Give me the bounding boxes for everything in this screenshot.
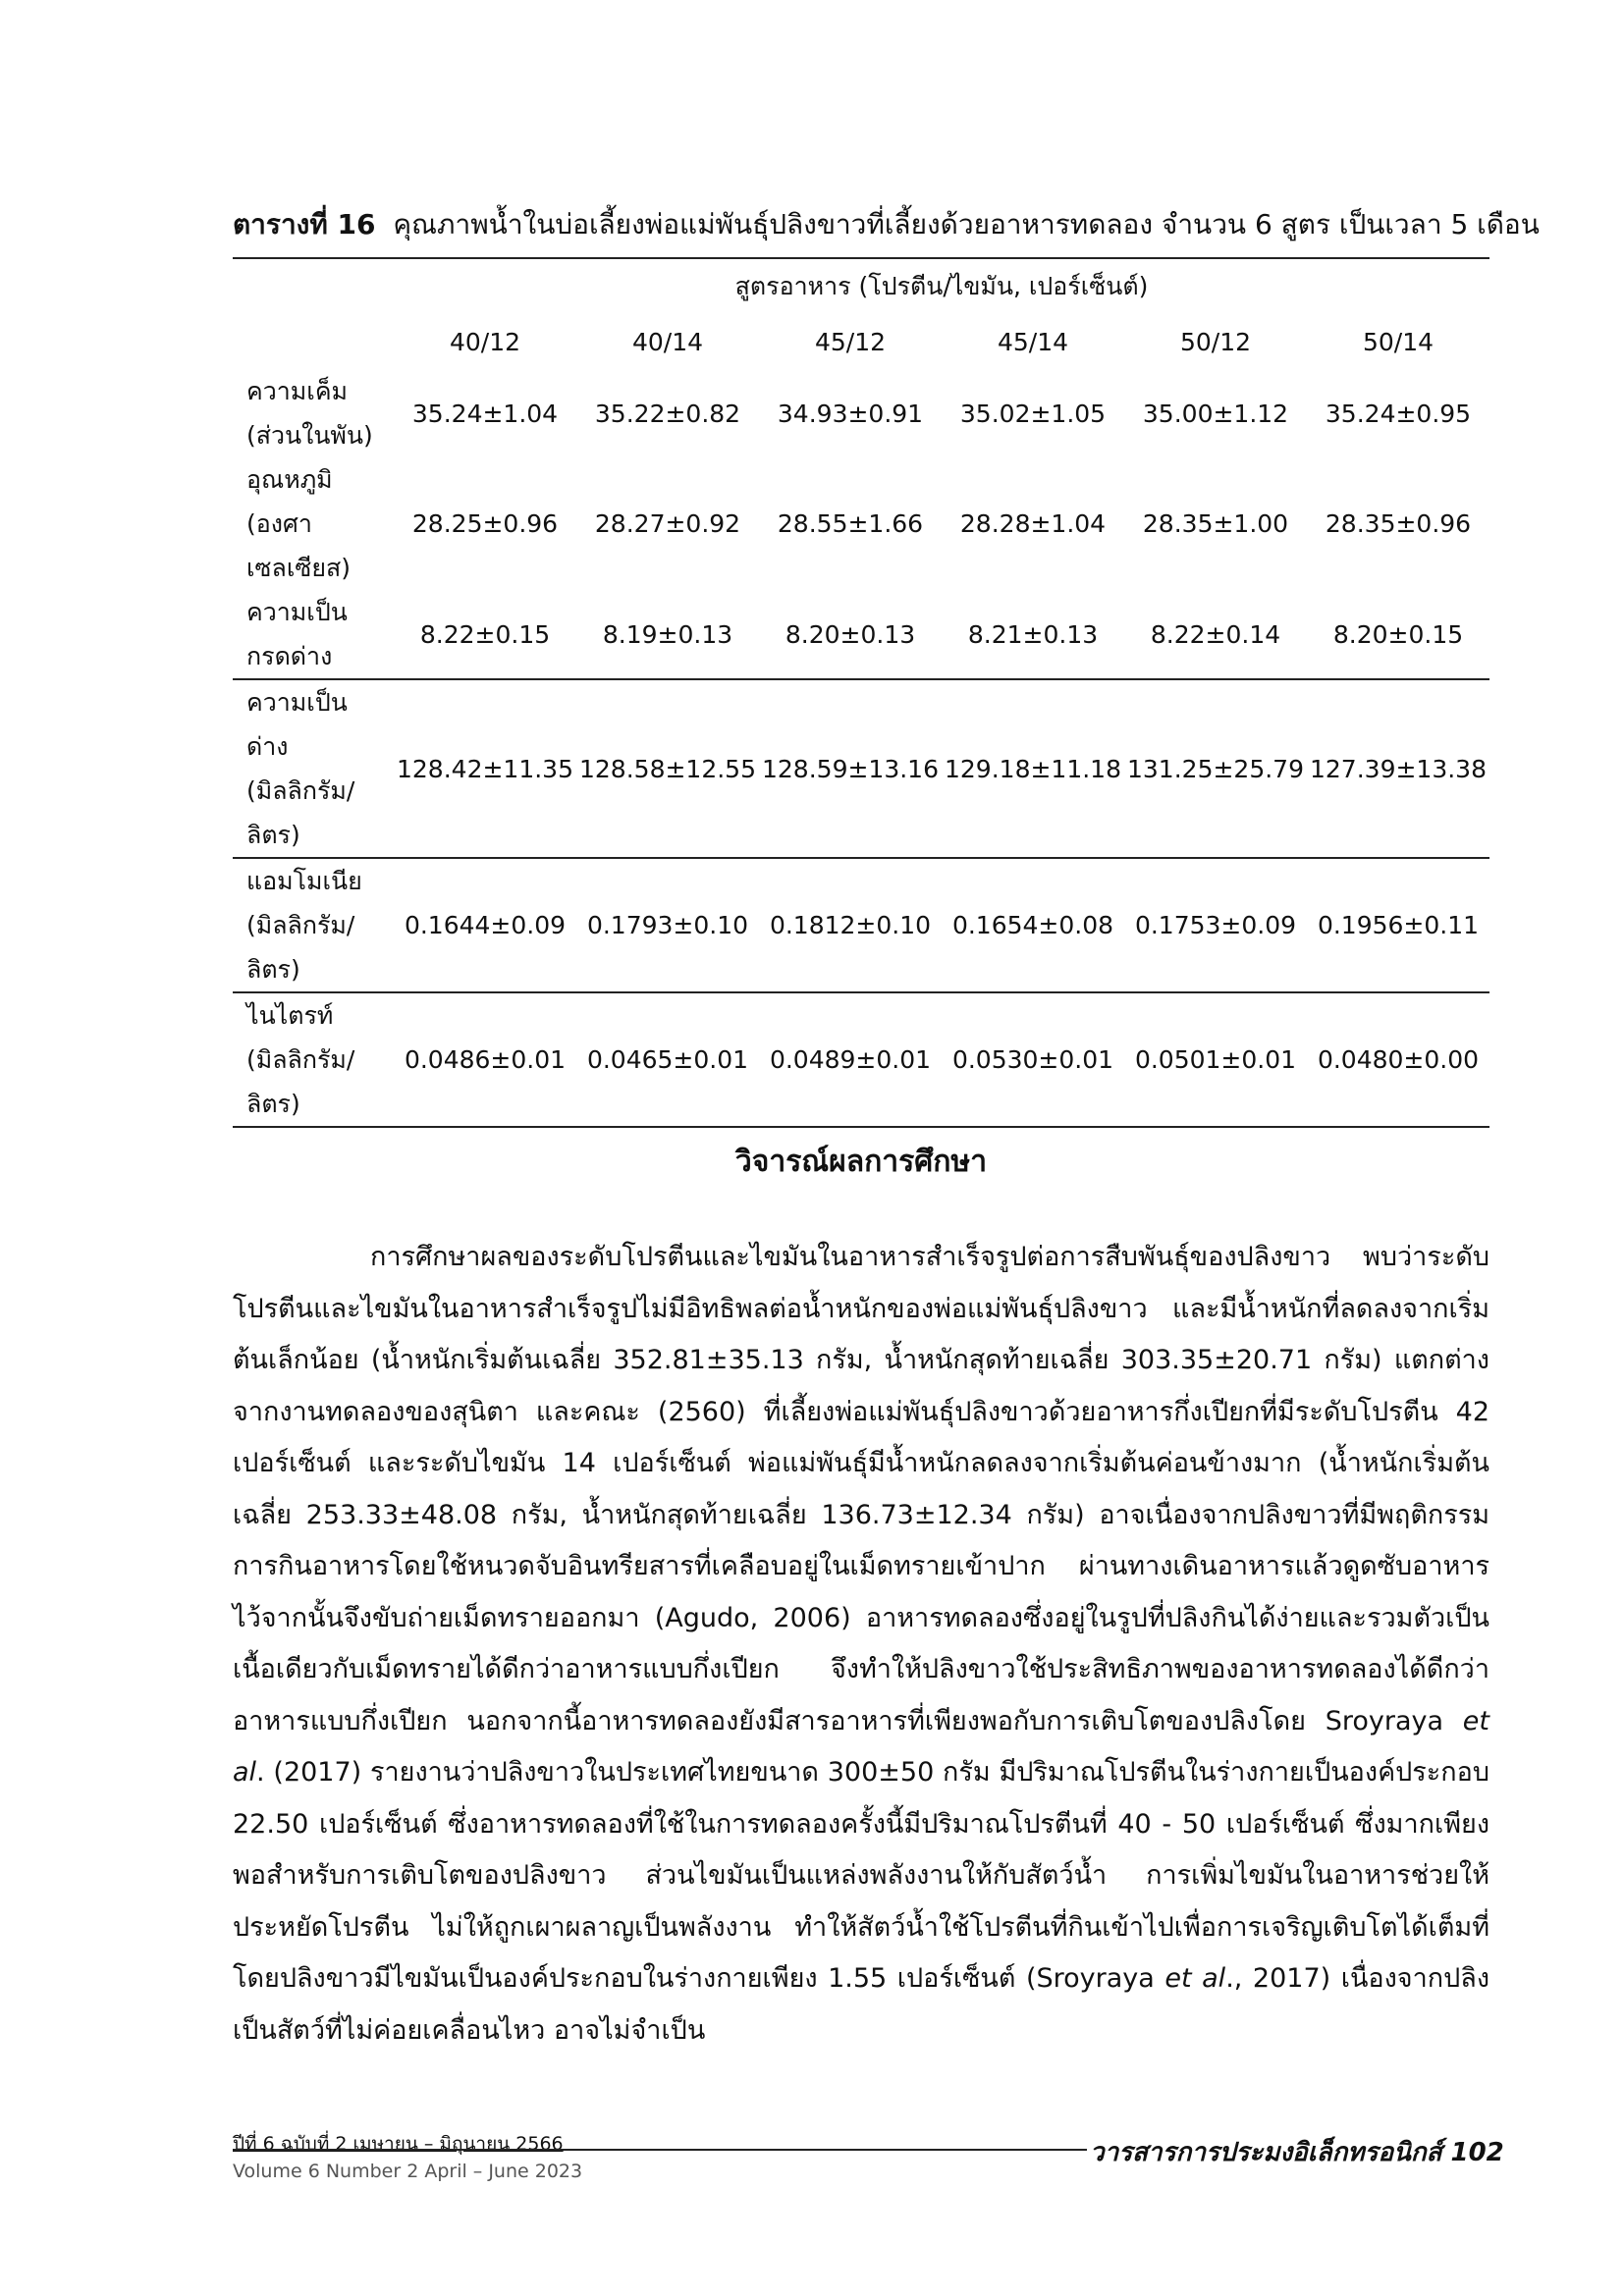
row-label bbox=[233, 858, 394, 992]
table-cell: 28.55±1.66 bbox=[777, 509, 924, 538]
table-cell: 0.1654±0.08 bbox=[942, 858, 1124, 992]
group-header: สูตรอาหาร (โปรตีน/ไขมัน, เปอร์เซ็นต์) bbox=[734, 272, 1149, 300]
table-cell: 8.22±0.14 bbox=[1150, 619, 1281, 649]
table-row bbox=[233, 992, 1489, 1127]
footer-divider bbox=[233, 2149, 1087, 2151]
table-cell: 0.1793±0.10 bbox=[576, 858, 759, 992]
table-cell: 35.00±1.12 bbox=[1142, 399, 1289, 428]
table-cell: 8.19±0.13 bbox=[602, 619, 733, 649]
table-cell: 128.58±12.55 bbox=[576, 679, 759, 858]
row-label bbox=[233, 992, 394, 1127]
row-label-line: ความเป็น bbox=[246, 688, 348, 717]
row-label-line: ไนไตรท์ bbox=[246, 1001, 334, 1030]
row-label-line: (มิลลิกรัม/ bbox=[246, 776, 355, 805]
table-cell: 127.39±13.38 bbox=[1307, 679, 1489, 858]
row-label-line: (มิลลิกรัม/ bbox=[246, 911, 355, 939]
table-cell: 35.22±0.82 bbox=[594, 399, 741, 428]
table-cell: 0.1644±0.09 bbox=[394, 858, 576, 992]
table-cell: 34.93±0.91 bbox=[777, 399, 924, 428]
table-row bbox=[233, 858, 1489, 992]
table-caption-text: คุณภาพน้ำในบ่อเลี้ยงพ่อแม่พันธุ์ปลิงขาวที่เลี้ยงด้วยอาหารทดลอง จำนวน 6 สูตร เป็นเวลา 5 เดือน bbox=[393, 208, 1540, 240]
row-label-line: อุณหภูมิ bbox=[246, 465, 333, 494]
table-cell: 35.24±0.95 bbox=[1325, 399, 1472, 428]
table-row bbox=[233, 369, 1489, 457]
table-cell: 0.1956±0.11 bbox=[1307, 858, 1489, 992]
row-label bbox=[233, 457, 394, 590]
row-label bbox=[233, 590, 394, 679]
table-cell: 35.02±1.05 bbox=[959, 399, 1107, 428]
table-cell: 8.20±0.15 bbox=[1332, 619, 1464, 649]
column-header: 40/14 bbox=[631, 327, 704, 356]
table-cell: 0.1812±0.10 bbox=[759, 858, 942, 992]
table-caption-label: ตารางที่ 16 bbox=[233, 208, 376, 240]
row-label-line: ลิตร) bbox=[246, 1090, 300, 1118]
footer-volume-english: Volume 6 Number 2 April – June 2023 bbox=[233, 2161, 583, 2182]
table-cell: 28.27±0.92 bbox=[594, 509, 741, 538]
table-row bbox=[233, 457, 1489, 590]
row-label bbox=[233, 679, 394, 858]
table-cell: 0.0530±0.01 bbox=[942, 992, 1124, 1127]
row-label-line: กรดด่าง bbox=[246, 642, 333, 670]
footer-volume bbox=[233, 2130, 582, 2185]
column-header: 50/12 bbox=[1179, 327, 1252, 356]
row-label-line: เซลเซียส) bbox=[246, 554, 352, 582]
column-header: 45/14 bbox=[997, 327, 1069, 356]
table-cell: 8.22±0.15 bbox=[419, 619, 551, 649]
row-label-line: ความเค็ม bbox=[246, 377, 349, 405]
column-header: 40/12 bbox=[449, 327, 521, 356]
table-cell: 0.0486±0.01 bbox=[394, 992, 576, 1127]
section-title: วิจารณ์ผลการศึกษา bbox=[734, 1145, 988, 1179]
table-row bbox=[233, 679, 1489, 858]
discussion-paragraph: การศึกษาผลของระดับโปรตีนและไขมันในอาหารสำเร็จรูปต่อการสืบพันธุ์ของปลิงขาว พบว่าระดับโปรตีนและไขมันในอาหารสำเร็จรูปไม่มีอิทธิพลต่อน้ำหนักของพ่อแม่พันธุ์ปลิงขาว และมีน้ำหนักที่ลดลงจากเริ่มต้นเล็กน้อย (น้ำหนักเริ่มต้นเฉลี่ย 352.81±35.13 กรัม, น้ำหนักสุดท้ายเฉลี่ย 303.35±20.71 กรัม) แตกต่างจากงานทดลองของสุนิตา และคณะ (2560) ที่เลี้ยงพ่อแม่พันธุ์ปลิงขาวด้วยอาหารกึ่งเปียกที่มีระดับโปรตีน 42 เปอร์เซ็นต์ และระดับไขมัน 14 เปอร์เซ็นต์ พ่อแม่พันธุ์มีน้ำหนักลดลงจากเริ่มต้นค่อนข้างมาก (น้ำหนักเริ่มต้นเฉลี่ย 253.33±48.08 กรัม, น้ำหนักสุดท้ายเฉลี่ย 136.73±12.34 กรัม) อาจเนื่องจากปลิงขาวที่มีพฤติกรรมการกินอาหารโดยใช้หนวดจับอินทรียสารที่เคลือบอยู่ในเม็ดทรายเข้าปาก ผ่านทางเดินอาหารแล้วดูดซับอาหารไว้จากนั้นจึงขับถ่ายเม็ดทรายออกมา (Agudo, 2006) อาหารทดลองซึ่งอยู่ในรูปที่ปลิงกินได้ง่ายและรวมตัวเป็นเนื้อเดียวกับเม็ดทรายได้ดีกว่าอาหารแบบกึ่งเปียก จึงทำให้ปลิงขาวใช้ประสิทธิภาพของอาหารทดลองได้ดีกว่าอาหารแบบกึ่งเปียก นอกจากนี้อาหารทดลองยังมีสารอาหารที่เพียงพอกับการเติบโตของปลิงโดย Sroyraya et al. (2017) รายงานว่าปลิงขาวในประเทศไทยขนาด 300±50 กรัม มีปริมาณโปรตีนในร่างกายเป็นองค์ประกอบ 22.50 เปอร์เซ็นต์ ซึ่งอาหารทดลองที่ใช้ในการทดลองครั้งนี้มีปริมาณโปรตีนที่ 40 - 50 เปอร์เซ็นต์ ซึ่งมากเพียงพอสำหรับการเติบโตของปลิงขาว ส่วนไขมันเป็นแหล่งพลังงานให้กับสัตว์น้ำ การเพิ่มไขมันในอาหารช่วยให้ประหยัดโปรตีน ไม่ให้ถูกเผาผลาญเป็นพลังงาน ทำให้สัตว์น้ำใช้โปรตีนที่กินเข้าไปเพื่อการเจริญเติบโตได้เต็มที่ โดยปลิงขาวมีไขมันเป็นองค์ประกอบในร่างกายเพียง 1.55 เปอร์เซ็นต์ (Sroyraya et al., 2017) เนื่องจากปลิงเป็นสัตว์ที่ไม่ค่อยเคลื่อนไหว อาจไม่จำเป็น bbox=[233, 1242, 1490, 2046]
table-cell: 0.0480±0.00 bbox=[1307, 992, 1489, 1127]
row-label-line: (มิลลิกรัม/ bbox=[246, 1045, 355, 1074]
row-label-line: ความเป็น bbox=[246, 598, 348, 626]
row-label-line: (ส่วนในพัน) bbox=[246, 421, 373, 450]
table-cell: 131.25±25.79 bbox=[1124, 679, 1307, 858]
table-cell: 28.35±0.96 bbox=[1325, 509, 1472, 538]
table-caption bbox=[233, 201, 1540, 248]
table-cell: 0.0489±0.01 bbox=[759, 992, 942, 1127]
footer-volume-thai: ปีที่ 6 ฉบับที่ 2 เมษายน – มิถุนายน 2566 bbox=[233, 2133, 564, 2155]
table-cell: 129.18±11.18 bbox=[942, 679, 1124, 858]
table-cell: 128.59±13.16 bbox=[759, 679, 942, 858]
table-cell: 35.24±1.04 bbox=[411, 399, 559, 428]
row-label-line: แอมโมเนีย bbox=[246, 867, 362, 895]
row-label-line: ลิตร) bbox=[246, 821, 300, 849]
table-cell: 28.28±1.04 bbox=[959, 509, 1107, 538]
table-cell: 8.20±0.13 bbox=[785, 619, 916, 649]
table-cell: 28.35±1.00 bbox=[1142, 509, 1289, 538]
table-cell: 128.42±11.35 bbox=[394, 679, 576, 858]
table-cell: 0.1753±0.09 bbox=[1124, 858, 1307, 992]
table-cell: 0.0465±0.01 bbox=[576, 992, 759, 1127]
table-cell: 28.25±0.96 bbox=[411, 509, 559, 538]
column-header: 50/14 bbox=[1362, 327, 1435, 356]
footer-journal-title: วารสารการประมงอิเล็กทรอนิกส์ 102 bbox=[1090, 2138, 1504, 2167]
table-cell: 8.21±0.13 bbox=[967, 619, 1099, 649]
row-label-line: (องศา bbox=[246, 509, 312, 538]
water-quality-table bbox=[233, 257, 1489, 1128]
row-label bbox=[233, 369, 394, 457]
row-label-line: ลิตร) bbox=[246, 955, 300, 984]
column-header: 45/12 bbox=[814, 327, 887, 356]
table-row bbox=[233, 590, 1489, 679]
table-cell: 0.0501±0.01 bbox=[1124, 992, 1307, 1127]
row-label-line: ด่าง bbox=[246, 732, 289, 761]
